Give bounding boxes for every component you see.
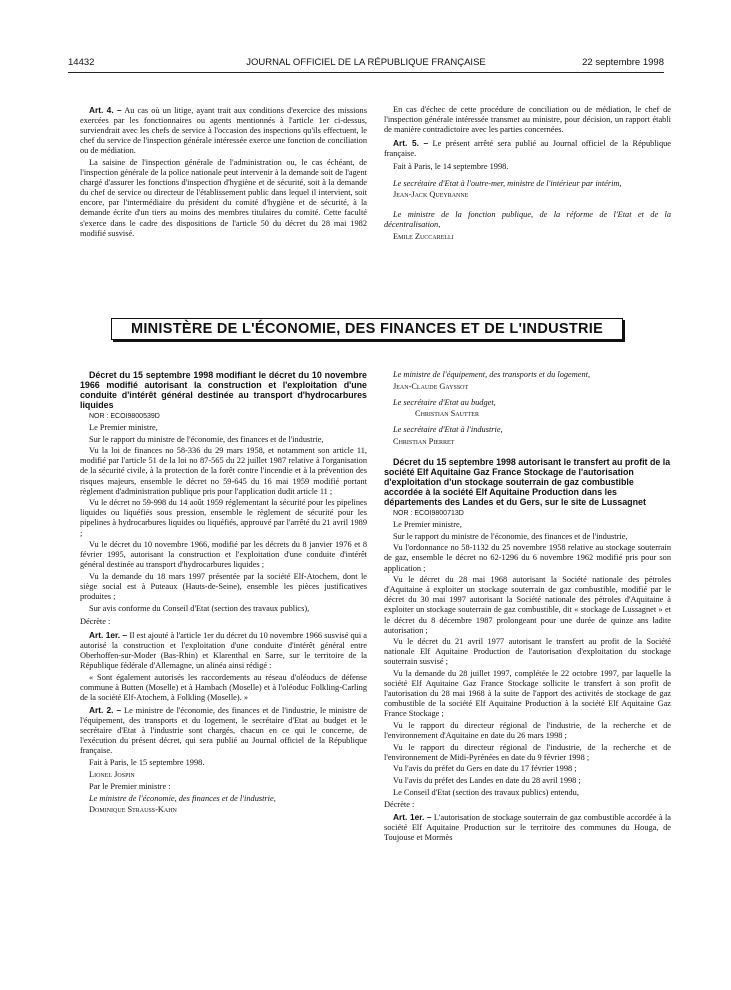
paragraph: Vu l'avis du préfet des Landes en date du 28 avril 1998 ;	[393, 775, 581, 785]
done-at: Fait à Paris, le 15 septembre 1998.	[89, 758, 205, 767]
signatory-title: Le secrétaire d'Etat à l'industrie,	[393, 425, 503, 435]
article-2: Art. 2. – Le ministre de l'économie, des finances et de l'industrie, le ministre de l'équipement, des transports et du logement, le secrétaire d'Etat au budget et le secrétaire d'Etat à l'industrie sont chargés, chacun en ce qui le concerne, de l'exécution du présent décret, qui sera publié au Journal officiel de la République française.	[80, 704, 367, 755]
paragraph: Le Premier ministre,	[393, 520, 462, 530]
decree-1-column	[80, 370, 367, 817]
signatory-name: Christian Pierret	[393, 436, 455, 446]
signatory-name: Jean-Claude Gayssot	[393, 381, 469, 391]
paragraph: Vu la demande du 18 mars 1997 présentée par la société Elf-Atochem, dont le siège social est à Puteaux (Hauts-de-Seine), ensemble les pièces justificatives produites ;	[80, 571, 367, 602]
decrete-heading: Décrète :	[80, 616, 111, 626]
paragraph: Sur le rapport du ministre de l'économie, des finances et de l'industrie,	[393, 531, 628, 541]
signatory-name: Christian Sautter	[415, 409, 479, 419]
page-number: 14432	[68, 57, 95, 68]
signatory-name: Dominique Strauss-Kahn	[89, 805, 177, 815]
signatory-name: Emile Zuccarelli	[393, 231, 454, 241]
nor-reference: NOR : ECOI9800713D	[393, 509, 464, 517]
signatory-title: Le secrétaire d'Etat à l'outre-mer, ministre de l'intérieur par intérim,	[393, 178, 622, 188]
signatory-title: Le secrétaire d'Etat au budget,	[393, 397, 496, 407]
paragraph: Le Premier ministre,	[89, 423, 158, 433]
paragraph: Vu le rapport du directeur régional de l'industrie, de la recherche et de l'environnement d'Aquitaine en date du 26 mars 1998 ;	[384, 720, 671, 741]
ministry-banner: MINISTÈRE DE L'ÉCONOMIE, DES FINANCES ET DE L'INDUSTRIE	[111, 318, 623, 340]
paragraph: Vu le décret du 10 novembre 1966, modifié par les décrets du 8 janvier 1976 et 8 février 1995, autorisant la construction et l'exploitation d'une conduite d'intérêt général destinée au transport d'hydrocarbures liquides ;	[80, 540, 367, 570]
top-right-column	[384, 105, 671, 244]
signatory-title: Le ministre de l'économie, des finances et de l'industrie,	[89, 793, 276, 803]
decrete-heading: Décrète :	[384, 799, 415, 809]
signatory-title: Le ministre de la fonction publique, de la réforme de l'Etat et de la décentralisation,	[384, 210, 671, 230]
paragraph: Vu la loi de finances no 58-336 du 29 mars 1958, et notamment son article 11, modifié par l'article 51 de la loi no 87-565 du 22 juillet 1987 relative à l'organisation de la sécurité civile, à la protection de la forêt contre l'incendie et à la prévention des risques majeurs, ensemble le décret no 59-645 du 16 mai 1959 modifié portant règlement d'administration publique pris pour l'application dudit article 11 ;	[80, 446, 367, 496]
paragraph: Vu la demande du 28 juillet 1997, complétée le 22 octobre 1997, par laquelle la société Elf Aquitaine Gaz France Stockage sollicite le transfert à son profit de l'autorisation du 28 mai 1968 à la suite de l'apport des activités de stockage de gaz combustible de la société Elf Aquitaine Production à la société Elf Aquitaine Gaz France Stockage ;	[384, 668, 671, 719]
paragraph: Le Conseil d'Etat (section des travaux publics) entendu,	[393, 787, 579, 797]
paragraph: Vu le décret du 28 mai 1968 autorisant la Société nationale des pétroles d'Aquitaine à exploiter un stockage souterrain de gaz combustible, modifié par le décret du 30 mai 1997 autorisant la Société nationale des pétroles d'Aquitaine à exploiter un stockage souterrain de gaz combustible, dit « stockage de Lussagnet » et le décret du 8 décembre 1987 prolongeant pour une durée de quinze ans ladite autorisation ;	[384, 575, 671, 635]
paragraph: La saisine de l'inspection générale de l'administration ou, le cas échéant, de l'inspection générale de la police nationale peut intervenir à la demande soit de l'agent chargé d'assurer les fonctions d'inspection d'hygiène et de sécurité, soit à la demande du chef de service ou directeur de l'établissement public dans lequel il intervient, soit encore, par l'intermédiaire du président du comité d'hygiène et de sécurité, à la demande écrite d'un tiers au moins des membres titulaires du comité. Cette faculté s'exerce dans le cadre des dispositions de l'article 50 du décret du 28 mai 1982 modifié susvisé.	[80, 157, 367, 238]
signatory-name: Jean-Jack Queyranne	[393, 190, 469, 200]
page-header	[68, 57, 664, 71]
issue-date: 22 septembre 1998	[582, 57, 664, 68]
header-rule	[68, 72, 664, 73]
paragraph: Sur avis conforme du Conseil d'Etat (section des travaux publics),	[89, 603, 310, 613]
decree-2-column	[384, 370, 671, 844]
paragraph: Sur le rapport du ministre de l'économie, des finances et de l'industrie,	[89, 434, 324, 444]
quoted-paragraph: « Sont également autorisés les raccordements au réseau d'oléoducs de défense commune à Butten (Moselle) et à Hambach (Moselle) et à l'oléoduc Folkling-Carling de la société Elf-Atochem, à Folkling (Moselle). »	[80, 672, 367, 702]
top-left-column	[80, 105, 367, 240]
article-1: Art. 1er. – Il est ajouté à l'article 1er du décret du 10 novembre 1966 susvisé qui a autorisé la construction et l'exploitation d'une conduite d'intérêt général entre Oberhoffen-sur-Moder (Bas-Rhin) et Klarenthal en Sarre, sur le territoire de la République fédérale d'Allemagne, un alinéa ainsi rédigé :	[80, 629, 367, 671]
done-at: Fait à Paris, le 14 septembre 1998.	[393, 162, 509, 172]
paragraph: Vu l'ordonnance no 58-1132 du 25 novembre 1958 relative au stockage souterrain de gaz, ensemble le décret no 62-1296 du 6 novembre 1962 modifié pris pour son application ;	[384, 543, 671, 573]
paragraph: Vu le décret no 59-998 du 14 août 1959 réglementant la sécurité pour les pipelines liquides ou liquéfiés sous pression, ensemble le règlement de sécurité pour les pipelines à hydrocarbures liquides ou liquéfiés, approuvé par l'arrêté du 21 avril 1989 ;	[80, 498, 367, 538]
paragraph: Vu le décret du 21 avril 1977 autorisant le transfert au profit de la Société nationale Elf Aquitaine Production de l'autorisation d'exploitation du stockage souterrain susvisé ;	[384, 637, 671, 667]
paragraph: Vu l'avis du préfet du Gers en date du 17 février 1998 ;	[393, 764, 577, 774]
paragraph: Vu le rapport du directeur régional de l'industrie, de la recherche et de l'environnement de Midi-Pyrénées en date du 9 février 1998 ;	[384, 742, 671, 762]
article-4: Art. 4. – Au cas où un litige, ayant trait aux conditions d'exercice des missions exercées par les fonctionnaires ou agents mentionnés à l'article 1er ci-dessus, surviendrait avec les chefs de service à l'occasion des inspections qu'ils effectuent, le chef du service de l'inspection générale intéressée exerce une fonction de conciliation ou de médiation.	[80, 105, 367, 156]
paragraph: En cas d'échec de cette procédure de conciliation ou de médiation, le chef de l'inspection générale intéressée transmet au ministre, pour décision, un rapport établi de manière contradictoire avec les parties concernées.	[384, 105, 671, 135]
journal-title: JOURNAL OFFICIEL DE LA RÉPUBLIQUE FRANÇAISE	[246, 57, 486, 68]
article-5: Art. 5. – Le présent arrêté sera publié au Journal officiel de la République française.	[384, 138, 671, 159]
by-prime-minister: Par le Premier ministre :	[89, 781, 171, 791]
decree-title: Décret du 15 septembre 1998 autorisant le transfert au profit de la société Elf Aquitaine Gaz France Stockage de l'autorisation d'exploitation d'un stockage souterrain de gaz combustible accordée à la société Elf Aquitaine Production dans les départements des Landes et du Gers, sur le site de Lussagnet	[384, 457, 671, 508]
signatory-name: Lionel Jospin	[89, 769, 135, 779]
decree-title: Décret du 15 septembre 1998 modifiant le décret du 10 novembre 1966 modifié autorisant la construction et l'exploitation d'une conduite d'intérêt général destinée au transport d'hydrocarbures liquides	[80, 370, 367, 410]
article-1: Art. 1er. – L'autorisation de stockage souterrain de gaz combustible accordée à la société Elf Aquitaine Production sur le territoire des communes du Houga, de Toujouse et Mormès	[384, 811, 671, 842]
signatory-title: Le ministre de l'équipement, des transports et du logement,	[393, 370, 591, 379]
nor-reference: NOR : ECOI9800539D	[89, 412, 160, 420]
